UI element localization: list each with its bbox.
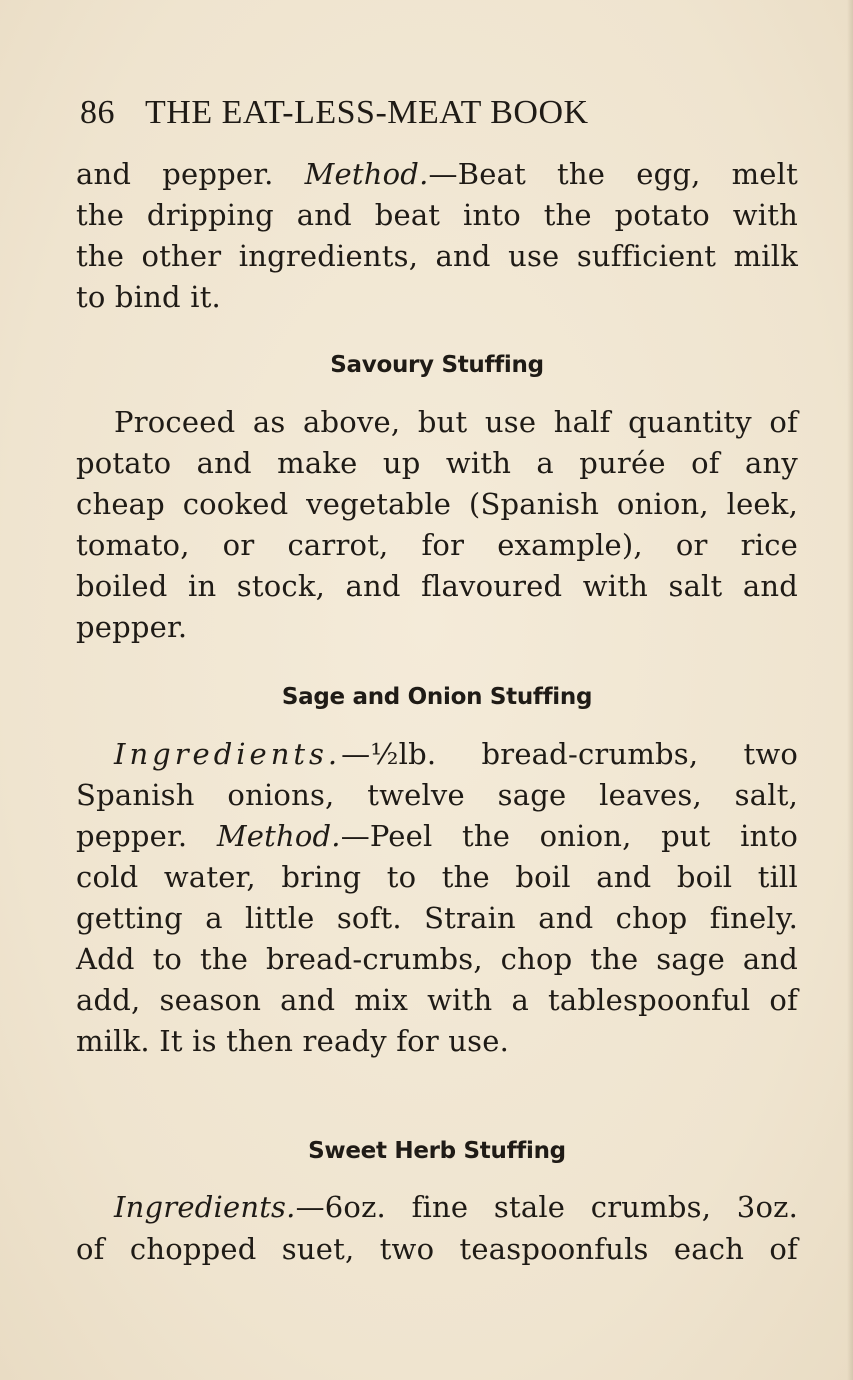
text-line: Ingredients.—6oz. fine stale crumbs, 3oz. [114, 1190, 798, 1224]
text-line: milk. It is then ready for use. [76, 1024, 510, 1058]
text-line: getting a little soft. Strain and chop finely. [76, 901, 798, 935]
text-line: Proceed as above, but use half quantity of [114, 405, 798, 439]
text-line: tomato, or carrot, for example), or rice [76, 528, 798, 562]
text-line: pepper. [76, 610, 188, 644]
running-head [80, 94, 589, 132]
text-line: add, season and mix with a tablespoonful of [76, 983, 798, 1017]
page-number: 86 [80, 94, 115, 131]
text-line: of chopped suet, two teaspoonfuls each of [76, 1232, 798, 1266]
text-line: Ingredients.—½lb. bread-crumbs, two [114, 737, 798, 771]
section-heading: Savoury Stuffing [330, 352, 544, 378]
text-line: cheap cooked vegetable (Spanish onion, leek, [76, 487, 798, 521]
text-line: Add to the bread-crumbs, chop the sage and [76, 942, 798, 976]
section-heading: Sweet Herb Stuffing [308, 1138, 566, 1164]
text-line: boiled in stock, and flavoured with salt and [76, 569, 798, 603]
text-line: the other ingredients, and use sufficient milk [76, 239, 798, 273]
text-line: to bind it. [76, 280, 221, 314]
section-heading: Sage and Onion Stuffing [281, 684, 593, 710]
text-line: potato and make up with a purée of any [76, 446, 798, 480]
text-line: pepper. Method.—Peel the onion, put into [76, 819, 799, 853]
text-line: and pepper. Method.—Beat the egg, melt [76, 157, 798, 191]
text-line: the dripping and beat into the potato with [76, 198, 798, 232]
page-edge-shadow [847, 0, 853, 1380]
text-line: Spanish onions, twelve sage leaves, salt, [76, 778, 798, 812]
text-line: cold water, bring to the boil and boil till [76, 860, 798, 894]
book-title: THE EAT-LESS-MEAT BOOK [145, 94, 589, 131]
